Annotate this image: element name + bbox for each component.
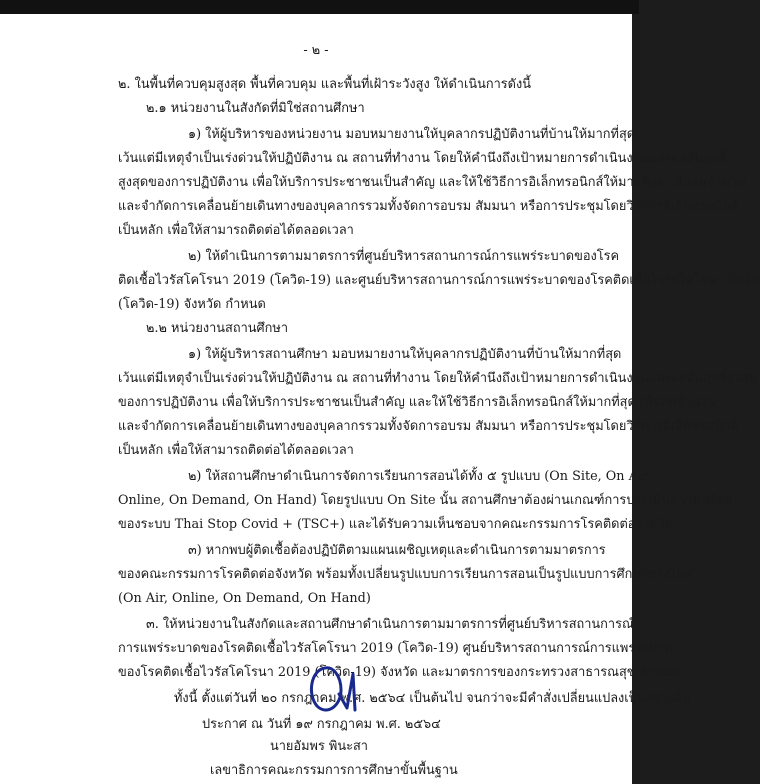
signer-position: เลขาธิการคณะกรรมการการศึกษาขั้นพื้นฐาน [210,763,458,778]
paragraph-line: ของโรคติดเชื้อไวรัสโคโรนา 2019 (โควิด-19) จังหวัด และมาตรการของกระทรวงสาธารณสุข กำหนด [118,665,681,680]
handwritten-signature [303,654,373,720]
paragraph-line: เว้นแต่มีเหตุจำเป็นเร่งด่วนให้ปฏิบัติงาน ณ สถานที่ทำงาน โดยให้คำนึงถึงเป้าหมายการดำเนินงานและผลสัมฤทธิ์ [118,151,728,166]
paragraph-line: ของคณะกรรมการโรคติดต่อจังหวัด พร้อมทั้งเปลี่ยนรูปแบบการเรียนการสอนเป็นรูปแบบการศึกษาทางไกล [118,567,692,582]
paragraph-line: ๑) ให้ผู้บริหารสถานศึกษา มอบหมายงานให้บุคลากรปฏิบัติงานที่บ้านให้มากที่สุด [188,347,622,362]
paragraph-line: ๒) ให้ดำเนินการตามมาตรการที่ศูนย์บริหารสถานการณ์การแพร่ระบาดของโรค [188,249,620,264]
announcement-date-line: ประกาศ ณ วันที่ ๑๙ กรกฎาคม พ.ศ. ๒๕๖๔ [202,717,441,732]
paragraph-line: และจำกัดการเคลื่อนย้ายเดินทางของบุคลากรรวมทั้งจัดการอบรม สัมมนา หรือการประชุมโดยวิธีการอิเล็กทรอนิกส์ [118,199,739,214]
paragraph-line: และจำกัดการเคลื่อนย้ายเดินทางของบุคลากรรวมทั้งจัดการอบรม สัมมนา หรือการประชุมโดยวิธีการอิเล็กทรอนิกส์ [118,419,739,434]
paragraph-line: (On Air, Online, On Demand, On Hand) [118,591,371,606]
section-heading: ๓. ให้หน่วยงานในสังกัดและสถานศึกษาดำเนินการตามมาตรการที่ศูนย์บริหารสถานการณ์ [146,617,634,632]
section-heading: ๒. ในพื้นที่ควบคุมสูงสุด พื้นที่ควบคุม และพื้นที่เฝ้าระวังสูง ให้ดำเนินการดังนี้ [118,77,531,92]
paragraph-line: สูงสุดของการปฏิบัติงาน เพื่อให้บริการประชาชนเป็นสำคัญ และให้ใช้วิธีการอิเล็กทรอนิกส์ให้มากที่สุด เพื่อลดจำนวน [118,175,747,190]
page-number: - ๒ - [303,43,329,58]
paragraph-line: เว้นแต่มีเหตุจำเป็นเร่งด่วนให้ปฏิบัติงาน ณ สถานที่ทำงาน โดยให้คำนึงถึงเป้าหมายการดำเนินงานและผลสัมฤทธิ์สูงสุด [118,371,758,386]
paragraph-line: (โควิด-19) จังหวัด กำหนด [118,297,266,312]
paragraph-line: ของระบบ Thai Stop Covid + (TSC+) และได้รับความเห็นชอบจากคณะกรรมการโรคติดต่อจังหวัด [118,517,674,532]
paragraph-line: เป็นหลัก เพื่อให้สามารถติดต่อได้ตลอดเวลา [118,443,354,458]
subsection-heading: ๒.๒ หน่วยงานสถานศึกษา [146,321,289,336]
signer-name: นายอัมพร พินะสา [270,739,368,754]
window-top-edge [0,0,639,14]
paragraph-line: เป็นหลัก เพื่อให้สามารถติดต่อได้ตลอดเวลา [118,223,354,238]
paragraph-line: การแพร่ระบาดของโรคติดเชื้อไวรัสโคโรนา 2019 (โควิด-19) ศูนย์บริหารสถานการณ์การแพร่ระบาด [118,641,673,656]
paragraph-line: ๑) ให้ผู้บริหารของหน่วยงาน มอบหมายงานให้บุคลากรปฏิบัติงานที่บ้านให้มากที่สุด [188,127,636,142]
document-page [0,14,760,784]
paragraph-line: ติดเชื้อไวรัสโคโรนา 2019 (โควิด-19) และศูนย์บริหารสถานการณ์การแพร่ระบาดของโรคติดเชื้อไวรัสโคโรนา 2019 [118,273,760,288]
paragraph-line: Online, On Demand, On Hand) โดยรูปแบบ On Site นั้น สถานศึกษาต้องผ่านเกณฑ์การประเมินความพร้อม [118,493,733,508]
paragraph-line: ของการปฏิบัติงาน เพื่อให้บริการประชาชนเป็นสำคัญ และให้ใช้วิธีการอิเล็กทรอนิกส์ให้มากที่สุด เพื่อลดจำนวน [118,395,716,410]
paragraph-line: ๓) หากพบผู้ติดเชื้อต้องปฏิบัติตามแผนเผชิญเหตุและดำเนินการตามมาตรการ [188,543,606,558]
paragraph-line: ๒) ให้สถานศึกษาดำเนินการจัดการเรียนการสอนได้ทั้ง ๕ รูปแบบ (On Site, On Air, [188,469,651,484]
effective-date-line: ทั้งนี้ ตั้งแต่วันที่ ๒๐ กรกฎาคม พ.ศ. ๒๕๖๔ เป็นต้นไป จนกว่าจะมีคำสั่งเปลี่ยนแปลงเป็นอย่างอื่น [174,691,691,706]
subsection-heading: ๒.๑ หน่วยงานในสังกัดที่มิใช่สถานศึกษา [146,101,365,116]
